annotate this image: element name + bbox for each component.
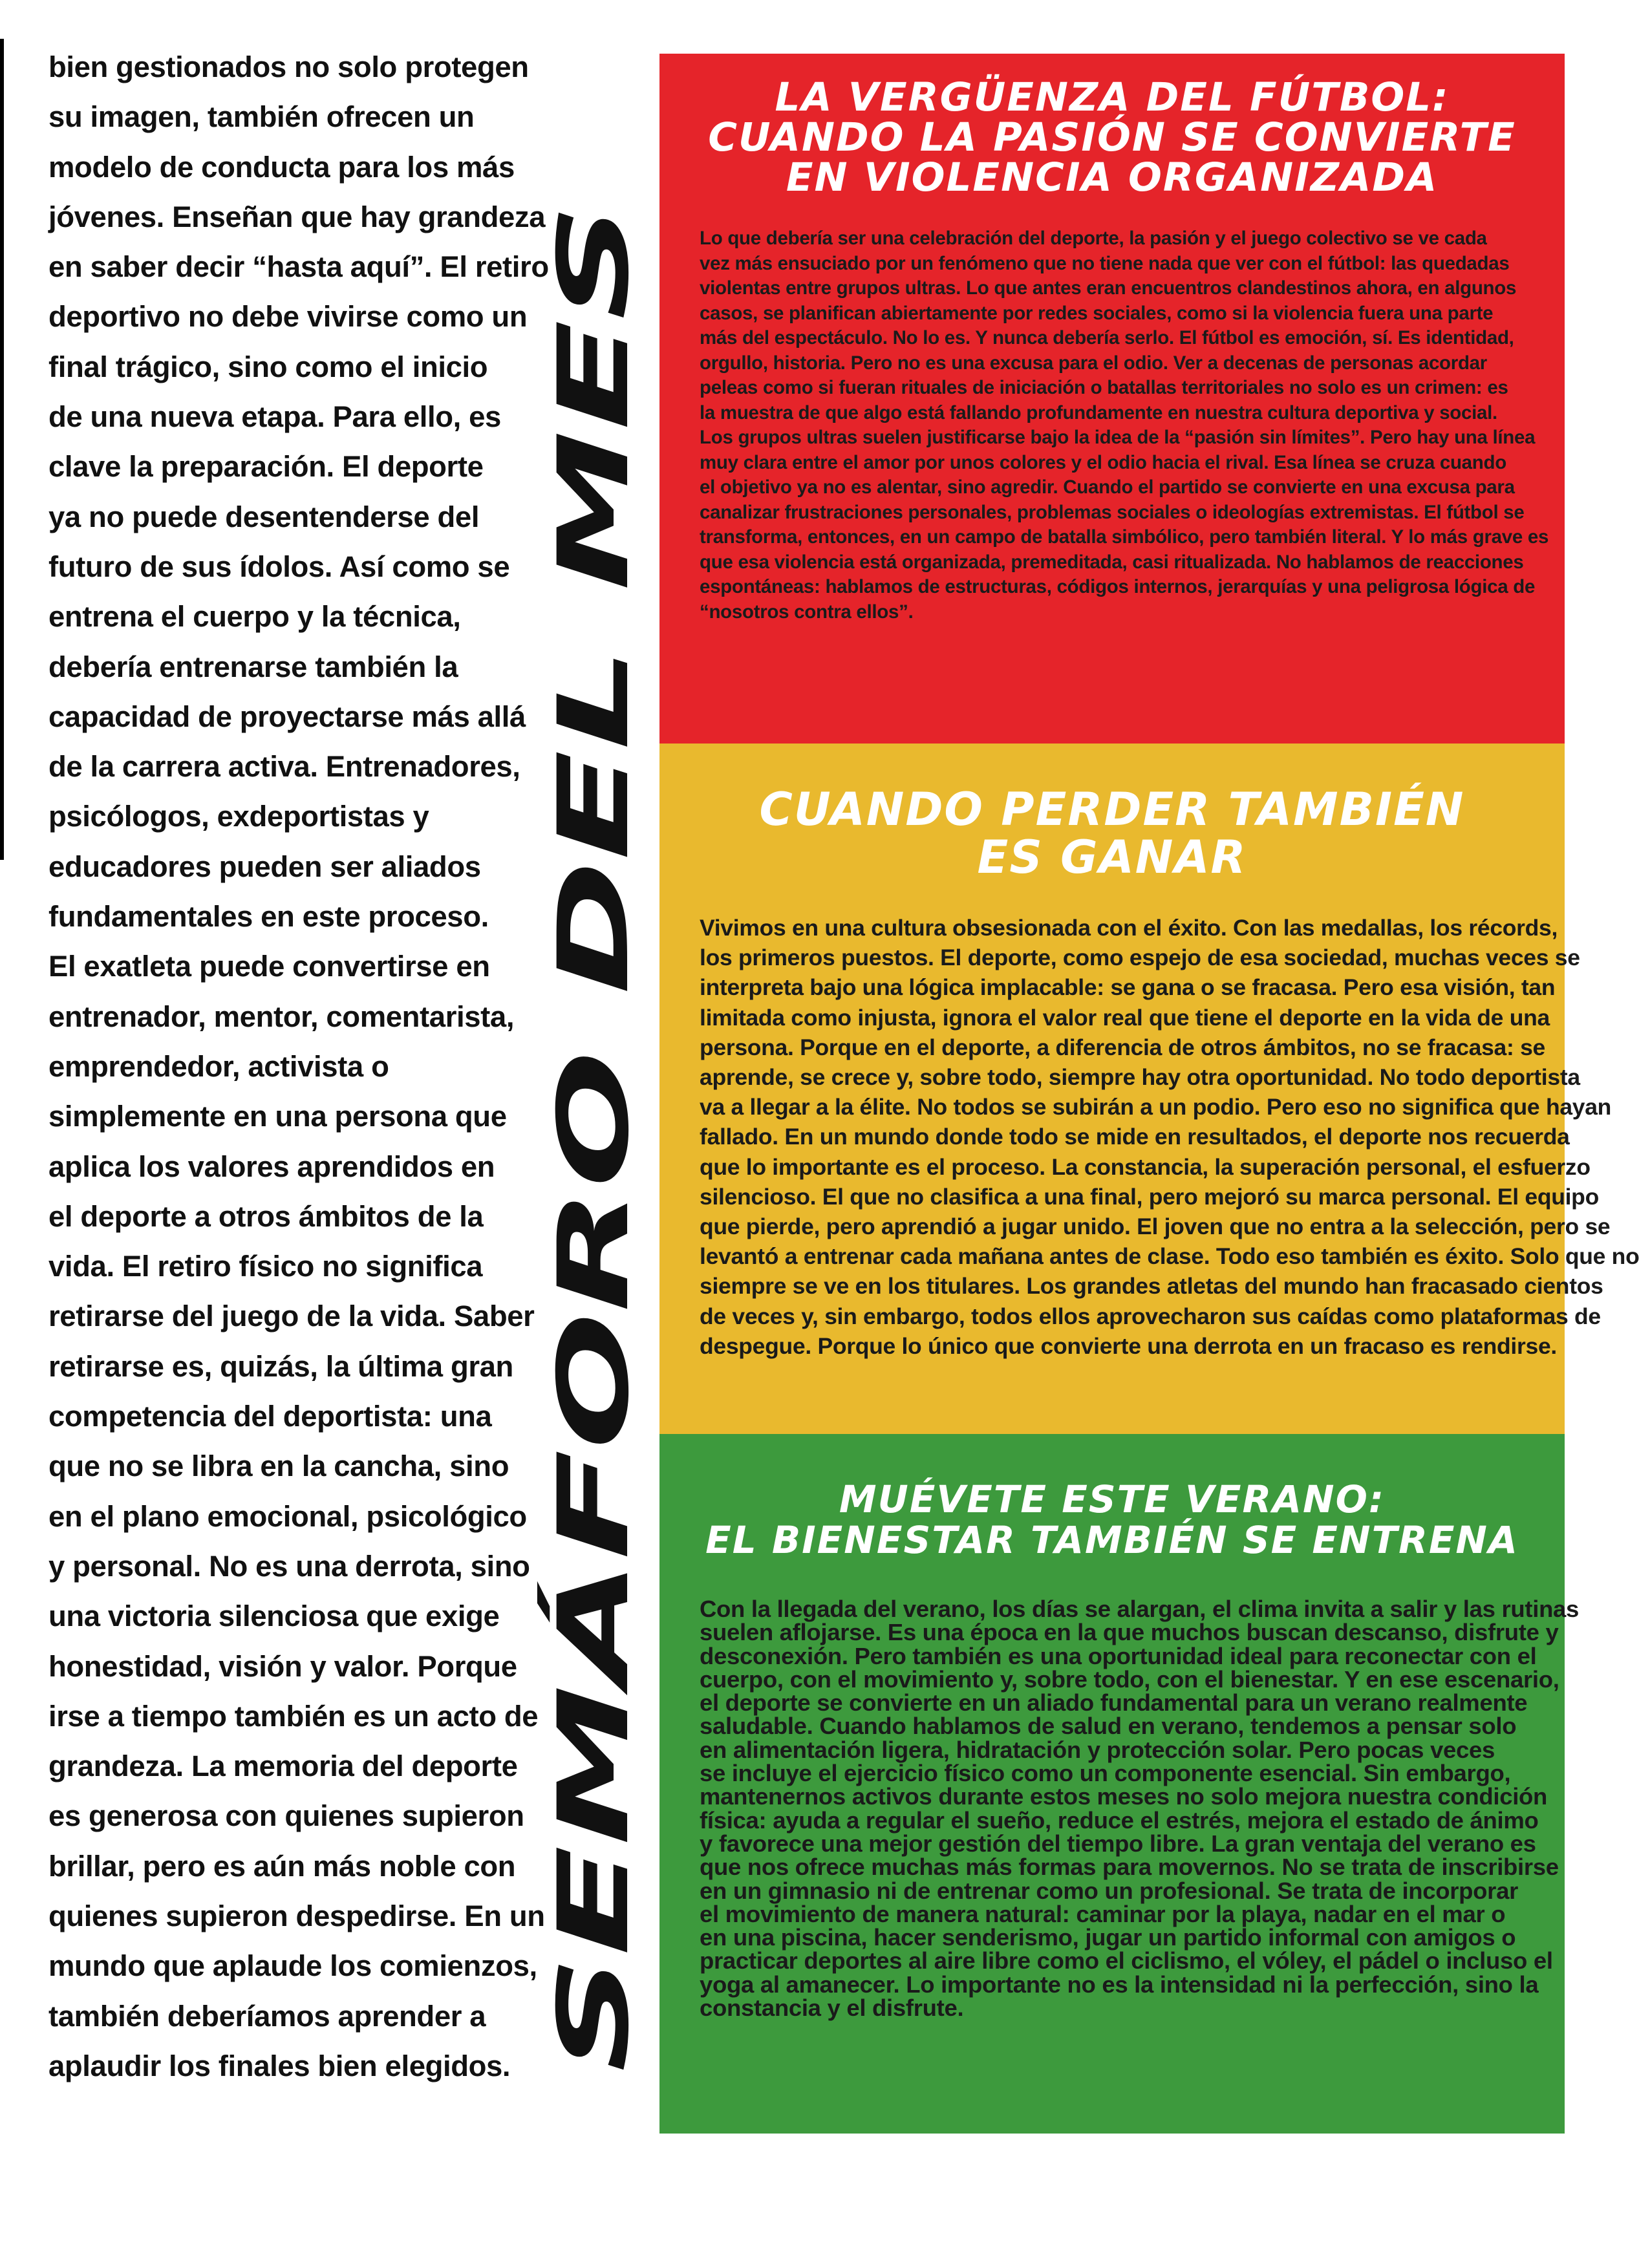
body-line: fallado. En un mundo donde todo se mide en resultados, el deporte nos recuerda xyxy=(700,1124,1570,1150)
body-line: en una piscina, hacer senderismo, jugar un partido informal con amigos o xyxy=(700,1924,1516,1951)
article-line: de la carrera activa. Entrenadores, xyxy=(48,750,520,784)
article-line: en el plano emocional, psicológico xyxy=(48,1499,527,1533)
article-line: competencia del deportista: una xyxy=(48,1400,492,1433)
article-line: educadores pueden ser aliados xyxy=(48,850,481,883)
article-line: final trágico, sino como el inicio xyxy=(48,350,488,383)
section-title-svg xyxy=(538,204,650,2072)
article-line: el deporte a otros ámbitos de la xyxy=(48,1199,484,1233)
article-line: y personal. No es una derrota, sino xyxy=(48,1549,530,1583)
title-line: MUÉVETE ESTE VERANO: xyxy=(839,1477,1386,1521)
body-line: espontáneas: hablamos de estructuras, códigos internos, jerarquías y una peligrosa lógica de xyxy=(700,576,1536,597)
article-line: grandeza. La memoria del deporte xyxy=(48,1749,518,1783)
traffic-light-green-box xyxy=(659,1434,1580,2134)
article-line: que no se libra en la cancha, sino xyxy=(48,1450,509,1483)
article-line: también deberíamos aprender a xyxy=(48,1999,486,2033)
body-line: levantó a entrenar cada mañana antes de clase. Todo eso también es éxito. Solo que no xyxy=(700,1243,1639,1270)
title-line: EN VIOLENCIA ORGANIZADA xyxy=(786,155,1439,200)
article-line: vida. El retiro físico no significa xyxy=(48,1250,483,1283)
body-line: cuerpo, con el movimiento y, sobre todo, con el bienestar. Y en ese escenario, xyxy=(700,1665,1559,1693)
traffic-light-red-box xyxy=(659,54,1565,744)
body-line: yoga al amanecer. Lo importante no es la intensidad ni la perfección, sino la xyxy=(700,1971,1539,1998)
body-line: Con la llegada del verano, los días se alargan, el clima invita a salir y las rutinas xyxy=(700,1596,1580,1622)
body-line: orgullo, historia. Pero no es una excusa para el odio. Ver a decenas de personas acordar xyxy=(700,352,1487,374)
article-line: es generosa con quienes supieron xyxy=(48,1799,524,1833)
body-line: violentas entre grupos ultras. Lo que antes eran encuentros clandestinos ahora, en algunos xyxy=(700,277,1517,299)
article-line: El exatleta puede convertirse en xyxy=(48,950,490,983)
green-box-body xyxy=(700,1596,1580,2022)
article-line: una victoria silenciosa que exige xyxy=(48,1599,500,1633)
body-line: casos, se planifican abiertamente por redes sociales, como si la violencia fuera una parte xyxy=(700,302,1494,324)
title-line: EL BIENESTAR TAMBIÉN SE ENTRENA xyxy=(705,1518,1519,1562)
article-line: clave la preparación. El deporte xyxy=(48,450,484,484)
body-line: que lo importante es el proceso. La constancia, la superación personal, el esfuerzo xyxy=(700,1153,1591,1180)
left-article-column xyxy=(48,42,549,2091)
title-line: CUANDO LA PASIÓN SE CONVIERTE xyxy=(708,114,1516,160)
red-box-body xyxy=(700,226,1549,625)
article-line: ya no puede desentenderse del xyxy=(48,500,480,533)
article-line: su imagen, también ofrecen un xyxy=(48,100,475,134)
body-line: aprende, se crece y, sobre todo, siempre hay otra oportunidad. No todo deportista xyxy=(700,1064,1580,1091)
body-line: peleas como si fueran rituales de iniciación o batallas territoriales no solo es un crimen: es xyxy=(700,377,1508,398)
body-line: silencioso. El que no clasifica a una final, pero mejoró su marca personal. El equipo xyxy=(700,1183,1599,1210)
body-line: de veces y, sin embargo, todos ellos aprovecharon sus caídas como plataformas de xyxy=(700,1303,1601,1329)
body-line: persona. Porque en el deporte, a diferencia de otros ámbitos, no se fracasa: se xyxy=(700,1034,1545,1060)
body-line: en alimentación ligera, hidratación y protección solar. Pero pocas veces xyxy=(700,1736,1495,1763)
body-line: física: ayuda a regular el sueño, reduce el estrés, mejora el estado de ánimo xyxy=(700,1806,1539,1834)
body-line: el movimiento de manera natural: caminar por la playa, nadar en el mar o xyxy=(700,1900,1506,1927)
body-line: se incluye el ejercicio físico como un componente esencial. Sin embargo, xyxy=(700,1760,1511,1787)
article-line: entrenador, mentor, comentarista, xyxy=(48,1000,515,1033)
body-line: constancia y el disfrute. xyxy=(700,1995,964,2022)
article-line: mundo que aplaude los comienzos, xyxy=(48,1949,537,1983)
article-line: brillar, pero es aún más noble con xyxy=(48,1849,516,1883)
article-line: emprendedor, activista o xyxy=(48,1049,389,1083)
body-line: Vivimos en una cultura obsesionada con el éxito. Con las medallas, los récords, xyxy=(700,915,1558,941)
article-line: aplaudir los finales bien elegidos. xyxy=(48,2049,511,2082)
body-line: Lo que debería ser una celebración del deporte, la pasión y el juego colectivo se ve cada xyxy=(700,228,1487,249)
article-line: psicólogos, exdeportistas y xyxy=(48,800,429,833)
article-line: bien gestionados no solo protegen xyxy=(48,50,529,83)
title-line: CUANDO PERDER TAMBIÉN xyxy=(759,783,1465,836)
traffic-light-yellow-box xyxy=(659,744,1639,1434)
article-line: deportivo no debe vivirse como un xyxy=(48,300,528,334)
body-line: más del espectáculo. No lo es. Y nunca debería serlo. El fútbol es emoción, sí. Es identidad, xyxy=(700,327,1514,348)
article-line: honestidad, visión y valor. Porque xyxy=(48,1649,517,1683)
red-box-title xyxy=(659,74,1565,200)
article-line: irse a tiempo también es un acto de xyxy=(48,1699,539,1733)
article-line: capacidad de proyectarse más allá xyxy=(48,700,526,733)
body-line: desconexión. Pero también es una oportunidad ideal para reconectar con el xyxy=(700,1642,1537,1669)
article-line: retirarse del juego de la vida. Saber xyxy=(48,1300,535,1333)
article-line: fundamentales en este proceso. xyxy=(48,900,489,934)
body-line: los primeros puestos. El deporte, como espejo de esa sociedad, muchas veces se xyxy=(700,945,1580,971)
title-line: LA VERGÜENZA DEL FÚTBOL: xyxy=(775,74,1450,120)
yellow-box-body xyxy=(700,913,1639,1361)
body-line: el objetivo ya no es alentar, sino agredir. Cuando el partido se convierte en una excusa para xyxy=(700,476,1515,498)
section-title-text: SEMÁFORO DEL MES xyxy=(538,950,650,2072)
body-line: la muestra de que algo está fallando profundamente en nuestra cultura deportiva y social. xyxy=(700,401,1497,423)
article-line: en saber decir “hasta aquí”. El retiro xyxy=(48,250,549,284)
body-line: limitada como injusta, ignora el valor real que tiene el deporte en la vida de una xyxy=(700,1004,1550,1031)
page-edge-rule xyxy=(0,39,4,860)
body-line: interpreta bajo una lógica implacable: se gana o se fracasa. Pero esa visión, tan xyxy=(700,974,1556,1001)
body-line: que pierde, pero aprendió a jugar unido. El joven que no entra a la selección, pero se xyxy=(700,1214,1611,1240)
article-line: quienes supieron despedirse. En un xyxy=(48,1899,545,1932)
body-line: que esa violencia está organizada, premeditada, casi ritualizada. No hablamos de reacciones xyxy=(700,551,1524,573)
body-line: despegue. Porque lo único que convierte una derrota en un fracaso es rendirse. xyxy=(700,1332,1557,1359)
article-line: entrena el cuerpo y la técnica, xyxy=(48,600,461,634)
body-line: transforma, entonces, en un campo de batalla simbólico, pero también literal. Y lo más grave es xyxy=(700,526,1549,548)
body-line: saludable. Cuando hablamos de salud en verano, tendemos a pensar solo xyxy=(700,1713,1517,1740)
left-article-text xyxy=(48,42,549,2091)
body-line: que nos ofrece muchas más formas para movernos. No se trata de inscribirse xyxy=(700,1854,1559,1881)
body-line: va a llegar a la élite. No todos se subirán a un podio. Pero eso no significa que hayan xyxy=(700,1094,1612,1120)
body-line: vez más ensuciado por un fenómeno que no tiene nada que ver con el fútbol: las quedadas xyxy=(700,252,1510,274)
article-line: debería entrenarse también la xyxy=(48,650,458,683)
body-line: suelen aflojarse. Es una época en la que muchos buscan descanso, disfrute y xyxy=(700,1619,1559,1646)
body-line: canalizar frustraciones personales, problemas sociales o ideologías extremistas. El fútbol se xyxy=(700,501,1525,523)
article-line: modelo de conducta para los más xyxy=(48,150,515,184)
body-line: el deporte se convierte en un aliado fundamental para un verano realmente xyxy=(700,1689,1528,1717)
section-title-vertical xyxy=(538,204,650,2072)
body-line: siempre se ve en los titulares. Los grandes atletas del mundo han fracasado cientos xyxy=(700,1273,1603,1300)
body-line: muy clara entre el amor por unos colores y el odio hacia el rival. Esa línea se cruza cuando xyxy=(700,451,1506,473)
article-line: aplica los valores aprendidos en xyxy=(48,1150,495,1183)
title-line: ES GANAR xyxy=(977,831,1247,884)
article-line: jóvenes. Enseñan que hay grandeza xyxy=(48,200,546,233)
article-line: simplemente en una persona que xyxy=(48,1100,507,1133)
body-line: mantenernos activos durante estos meses no solo mejora nuestra condición xyxy=(700,1783,1548,1810)
body-line: “nosotros contra ellos”. xyxy=(700,601,914,623)
article-line: futuro de sus ídolos. Así como se xyxy=(48,550,510,583)
green-box-title xyxy=(659,1479,1565,1561)
article-line: retirarse es, quizás, la última gran xyxy=(48,1349,513,1383)
body-line: en un gimnasio ni de entrenar como un profesional. Se trata de incorporar xyxy=(700,1877,1518,1904)
body-line: practicar deportes al aire libre como el ciclismo, el vóley, el pádel o incluso el xyxy=(700,1947,1553,1974)
article-line: de una nueva etapa. Para ello, es xyxy=(48,400,501,434)
yellow-box-title xyxy=(659,783,1565,884)
body-line: y favorece una mejor gestión del tiempo libre. La gran ventaja del verano es xyxy=(700,1830,1536,1857)
body-line: Los grupos ultras suelen justificarse bajo la idea de la “pasión sin límites”. Pero hay una línea xyxy=(700,427,1536,448)
